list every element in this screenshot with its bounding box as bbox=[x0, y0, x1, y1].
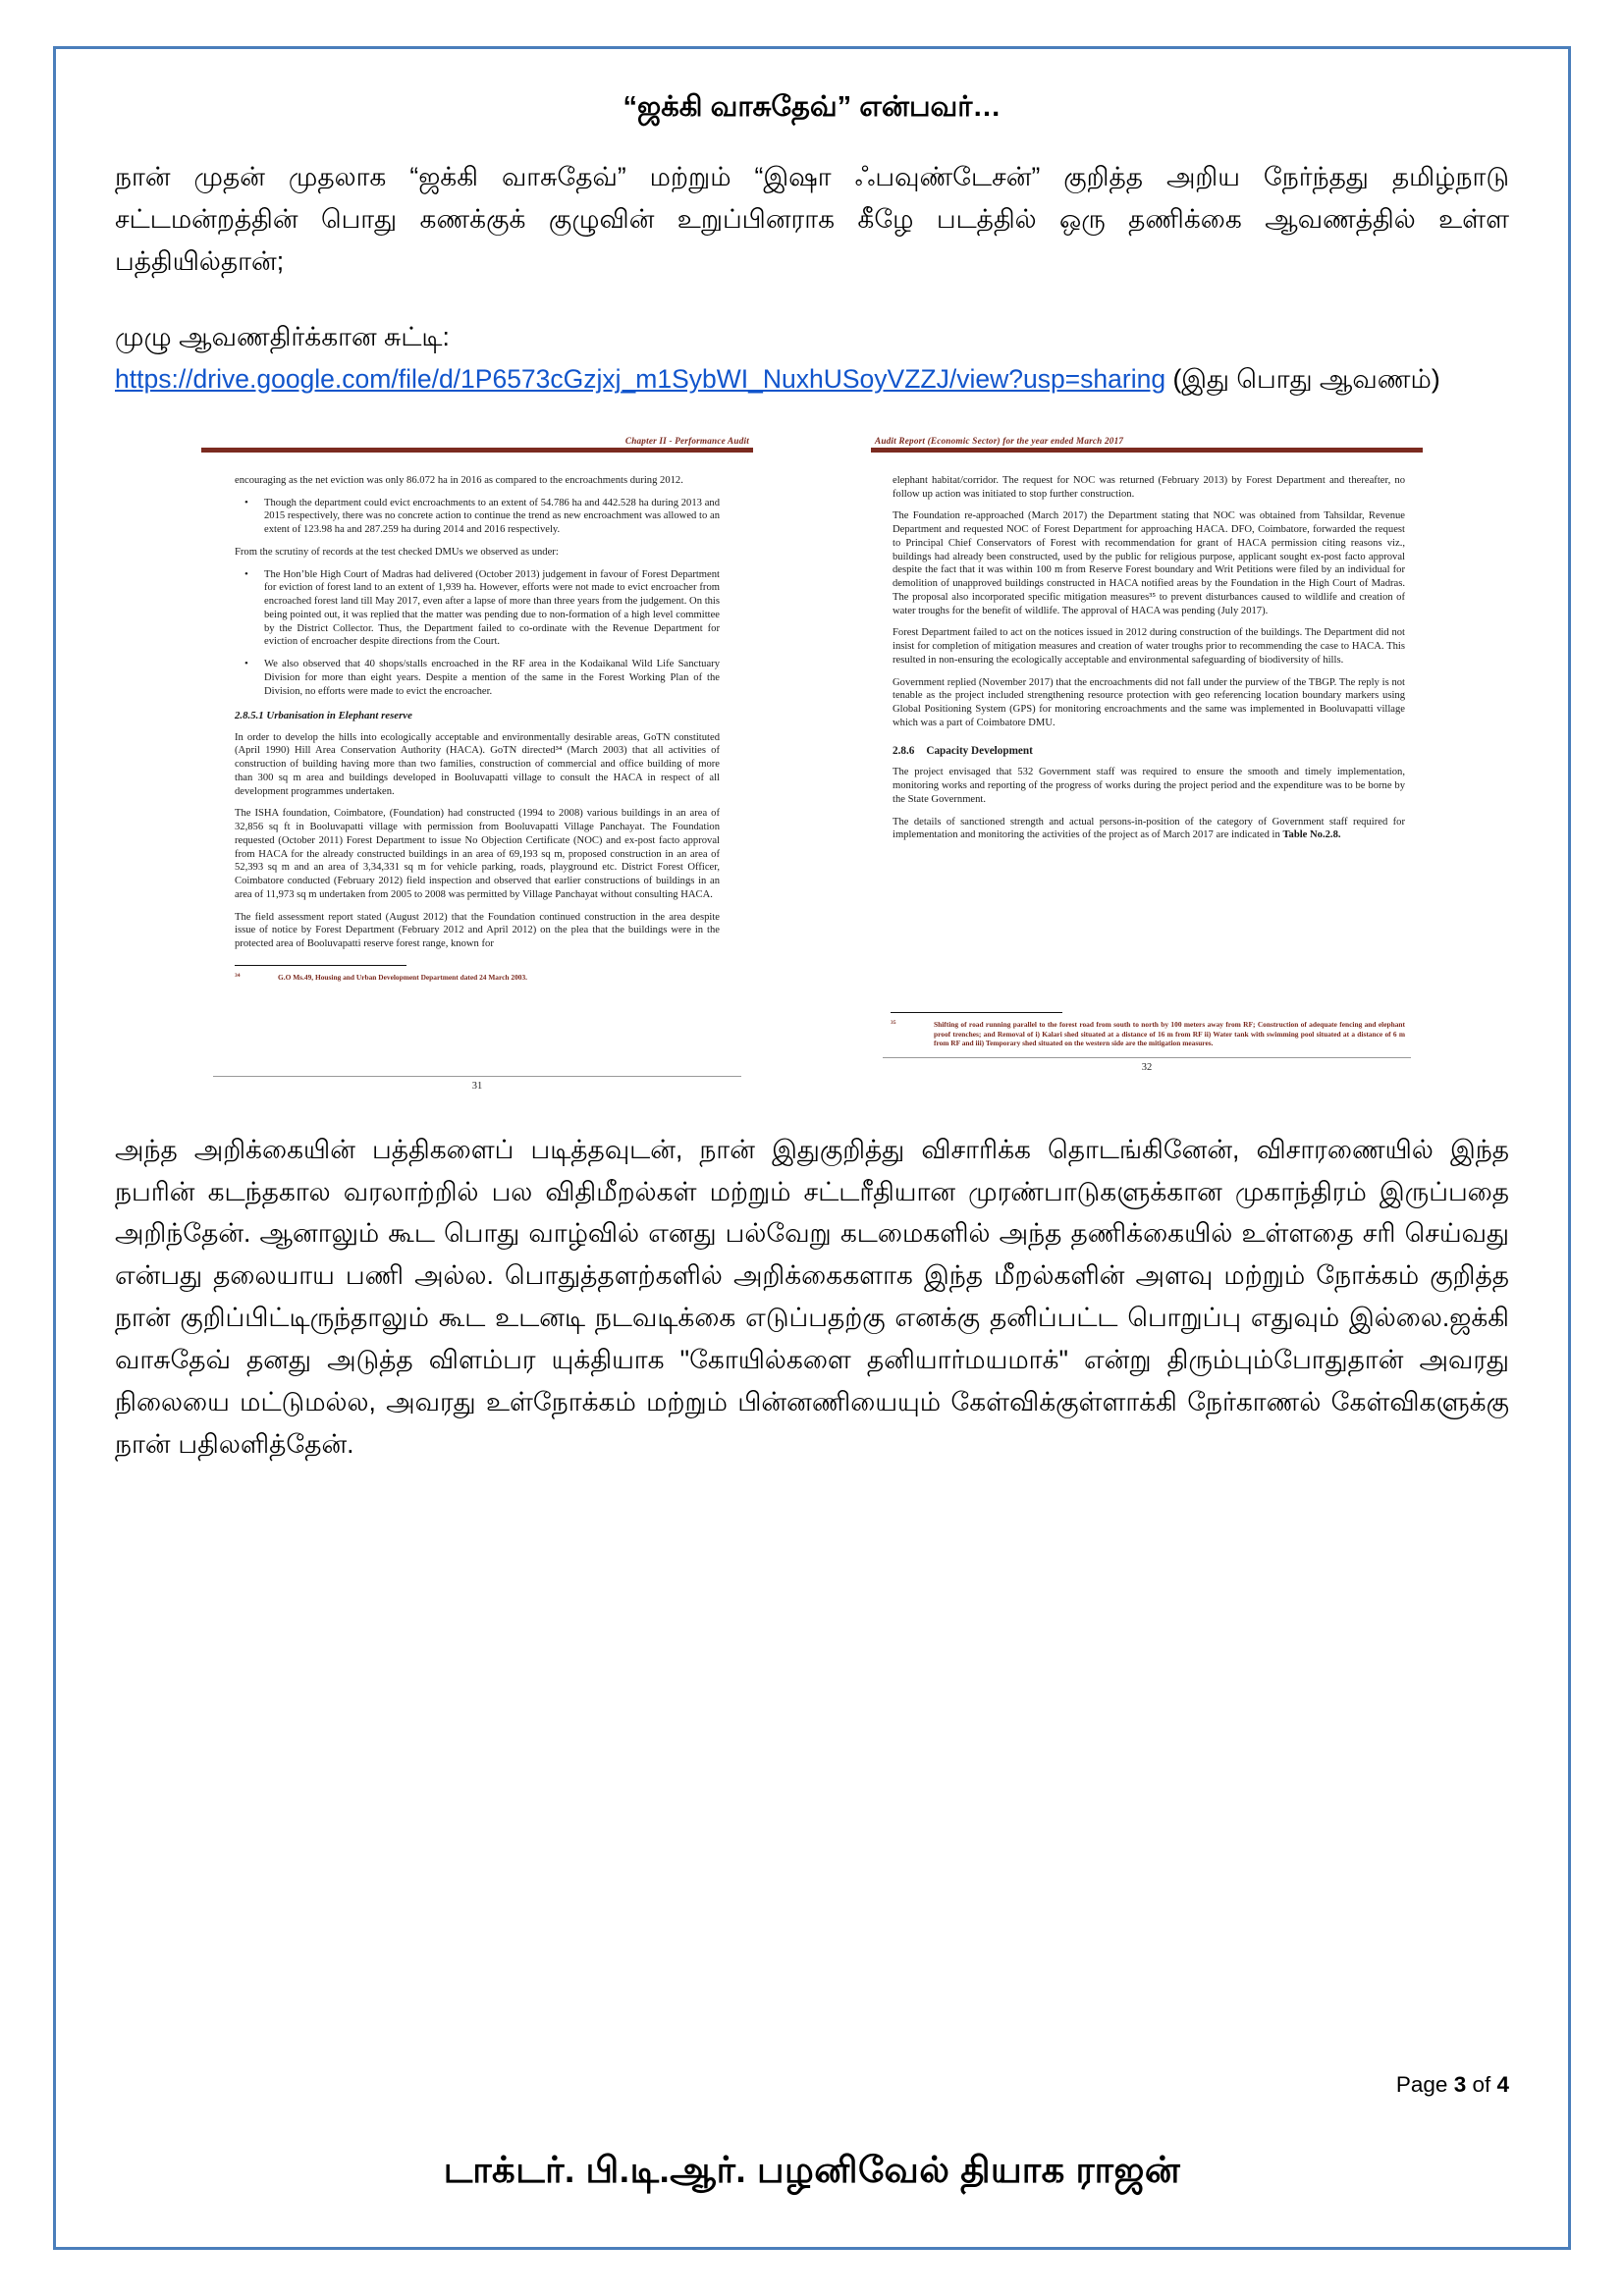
scan-left-bullets-a bbox=[235, 497, 720, 537]
scan-right-bottom-rule bbox=[883, 1057, 1411, 1058]
scan-left-spacer bbox=[201, 983, 753, 1067]
scan-right-para-foundation: The Foundation re-approached (March 2017) the Department stating that NOC was obtained from Tahsildar, Revenue Department and requested NOC of Forest Department for approaching HACA. DFO, Coimbatore, forwarded the request to Principal Chief Conservators of Forest with recommendation for grant of HACA permission citing reasons viz., buildings had already been constructed, used by the public for religious purpose, applicant sought ex-post facto approval despite the fact that it was within 100 m from Reserve Forest boundary and Writ Petitions were filed by an individual for demolition of unapproved buildings constructed in HACA notified areas by the Foundation in the High Court of Madras. The proposal also incorporated specific mitigation measures³⁵ to prevent disturbances caused to wildlife and creation of water troughs for the benefit of wildlife. The approval of HACA was pending (July 2017). bbox=[893, 510, 1405, 616]
scan-right-table-reference: Table No.2.8. bbox=[1282, 829, 1341, 841]
closing-paragraph: அந்த அறிக்கையின் பத்திகளைப் படித்தவுடன், நான் இதுகுறித்து விசாரிக்க தொடங்கினேன், விசாரணையில் இந்த நபரின் கடந்தகால வரலாற்றில் பல விதிமீறல்கள் மற்றும் சட்டரீதியான முரண்பாடுகளுக்கான முகாந்திரம் இருப்பதை அறிந்தேன். ஆனாலும் கூட பொது வாழ்வில் எனது பல்வேறு கடமைகளில் அந்த தணிக்கையில் உள்ளதை சரி செய்வது என்பது தலையாய பணி அல்ல. பொதுத்தளற்களில் அறிக்கைகளாக இந்த மீறல்களின் அளவு மற்றும் நோக்கம் குறித்த நான் குறிப்பிட்டிருந்தாலும் கூட உடனடி நடவடிக்கை எடுப்பதற்கு எனக்கு தனிப்பட்ட பொறுப்பு எதுவும் இல்லை.ஜக்கி வாசுதேவ் தனது அடுத்த விளம்பர யுக்தியாக "கோயில்களை தனியார்மயமாக்" என்று திரும்பும்போதுதான் அவரது நிலையை மட்டுமல்ல, அவரது உள்நோக்கம் மற்றும் பின்னணியையும் கேள்விக்குள்ளாக்கி நேர்காணல் கேள்விகளுக்கு நான் பதிலளித்தேன். bbox=[115, 1134, 1509, 1460]
list-item: • We also observed that 40 shops/stalls encroached in the RF area in the Kodaikanal Wild Life Sanctuary Division for more than eight years. Despite a mention of the same in the Forest Working Plan of the Division, no efforts were made to evict the encroacher. bbox=[235, 658, 720, 698]
footnote-marker: 34 bbox=[235, 972, 241, 979]
footnote-text: Shifting of road running parallel to the forest road from south to north by 100 meters away from RF; Construction of adequate fencing and elephant proof trenches; and Removal of i) Kalari shed situated at a distance of 16 m from RF ii) Water tank with swimming pool situated at a distance of 6 m from RF and iii) Temporary shed situated on the western side are the mitigation measures. bbox=[934, 1020, 1405, 1048]
footnote-marker: 35 bbox=[891, 1020, 896, 1027]
scan-left-para-scrutiny: From the scrutiny of records at the test checked DMUs we observed as under: bbox=[235, 546, 559, 558]
footnote-text: G.O Ms.49, Housing and Urban Development Department dated 24 March 2003. bbox=[278, 972, 528, 982]
page-number-of: of bbox=[1466, 2072, 1497, 2097]
page-number-current: 3 bbox=[1453, 2072, 1467, 2097]
scan-right-para-failed: Forest Department failed to act on the notices issued in 2012 during construction of the buildings. The Department did not insist for completion of mitigation measures and creation of water troughs prior to recommending the case to HACA. This resulted in non-ensuring the ecologically acceptable and environmental safeguarding of biodiversity of hills. bbox=[893, 627, 1405, 666]
scan-left-page-number: 31 bbox=[471, 1080, 483, 1092]
list-item: • Though the department could evict encroachments to an extent of 54.786 ha and 442.528 ha during 2013 and 2015 respectively, there was no concrete action to continue the trend as new encroachment was allowed to an extent of 123.98 ha and 287.259 ha during 2014 and 2016 respectively. bbox=[235, 497, 720, 537]
scan-right-para-elephant: elephant habitat/corridor. The request for NOC was returned (February 2013) by Forest Department and thereafter, no follow up action was initiated to stop further construction. bbox=[893, 474, 1405, 500]
google-drive-link[interactable]: https://drive.google.com/file/d/1P6573cGzjxj_m1SybWI_NuxhUSoyVZZJ/view?usp=sharing bbox=[115, 363, 1166, 394]
scan-left-bottom-rule bbox=[213, 1076, 741, 1077]
scan-left-footnote-rule bbox=[235, 965, 406, 966]
embedded-scan-images bbox=[115, 436, 1509, 1099]
scan-left-bullets-b bbox=[235, 568, 720, 699]
scan-page-left bbox=[201, 436, 753, 1099]
scan-right-para-government: Government replied (November 2017) that the encroachments did not fall under the purview of the TBGP. The reply is not tenable as the project included strengthening resource protection with geo referencing location boundary markers using Global Positioning System (GPS) for monitoring encroachments and the same was implemented in Booluvapatti village which was a part of Coimbatore DMU. bbox=[893, 676, 1405, 728]
scan-right-section-title: Capacity Development bbox=[926, 744, 1033, 757]
page-number-total: 4 bbox=[1496, 2072, 1509, 2097]
scan-right-para-details-text: The details of sanctioned strength and actual persons-in-position of the category of Government staff required for implementation and monitoring the activities of the project as of March 2017 are indicated in bbox=[893, 816, 1405, 841]
scan-left-para-continuation: encouraging as the net eviction was only 86.072 ha in 2016 as compared to the encroachments during 2012. bbox=[235, 474, 683, 486]
document-page-frame bbox=[53, 46, 1571, 2250]
scan-right-spacer bbox=[871, 851, 1423, 998]
scan-page-right bbox=[871, 436, 1423, 1099]
scan-left-para-urbanisation: In order to develop the hills into ecologically acceptable and environmentally desirable areas, GoTN constituted (April 1990) Hill Area Conservation Authority (HACA). GoTN directed³⁴ (March 2003) that all activities of construction of building having more than two families, construction of commercial and office building of more than 300 sq m area and buildings developed in Booluvapatti village to consult the HACA in respect of all development programmes undertaken. bbox=[235, 731, 720, 797]
scan-left-section-heading: 2.8.5.1 Urbanisation in Elephant reserve bbox=[235, 710, 412, 722]
scan-right-header-rule bbox=[871, 448, 1423, 453]
link-label: முழு ஆவணதிர்க்கான சுட்டி: bbox=[115, 321, 450, 351]
scan-right-page-number: 32 bbox=[1141, 1062, 1153, 1074]
scan-right-para-details bbox=[893, 816, 1405, 843]
page-number-prefix: Page bbox=[1395, 2072, 1454, 2097]
scan-right-footnote-rule bbox=[891, 1012, 1062, 1013]
scan-right-section-heading bbox=[893, 744, 1405, 759]
scan-right-footnote bbox=[871, 1020, 1423, 1048]
scan-left-footnote bbox=[201, 973, 753, 983]
page-content-area bbox=[56, 49, 1568, 2247]
scan-left-header-rule bbox=[201, 448, 753, 453]
link-trailing-note: (இது பொது ஆவணம்) bbox=[1165, 363, 1440, 394]
scan-right-body bbox=[871, 474, 1423, 842]
document-link-block bbox=[115, 316, 1509, 400]
list-item: • The Hon’ble High Court of Madras had delivered (October 2013) judgement in favour of Forest Department for eviction of forest land to an extent of 1,939 ha. However, efforts were not made to evict encroacher from encroached forest land till May 2017, even after a lapse of more than three years from the judgement. On this being pointed out, it was replied that the matter was pending due to non-formation of a high level committee by the District Collector. Thus, the Department failed to co-ordinate with the Revenue Department for eviction of encroacher despite directions from the Court. bbox=[235, 568, 720, 650]
scan-right-running-header: Audit Report (Economic Sector) for the year ended March 2017 bbox=[875, 435, 1124, 446]
scan-left-running-header: Chapter II - Performance Audit bbox=[624, 435, 749, 446]
scan-left-body bbox=[201, 474, 753, 951]
scan-right-para-project: The project envisaged that 532 Government staff was required to ensure the smooth and timely implementation, monitoring works and reporting of the progress of works during the project period and the expenditure was to be borne by the State Government. bbox=[893, 767, 1405, 805]
page-title: “ஜக்கி வாசுதேவ்” என்பவர்… bbox=[623, 91, 1001, 123]
author-signature: டாக்டர். பி.டி.ஆர். பழனிவேல் தியாக ராஜன் bbox=[443, 2150, 1181, 2190]
scan-left-para-isha: The ISHA foundation, Coimbatore, (Foundation) had constructed (1994 to 2008) various buildings in an area of 32,856 sq ft in Booluvapatti village with permission from Booluvapatti Village Panchayat. The Foundation requested (October 2011) Forest Department to issue No Objection Certificate (NOC) and ex-post facto approval from HACA for the already constructed buildings in an area of 69,193 sq m, proposed construction in an area of 52,393 sq m and an area of 3,34,331 sq m for vehicle parking, roads, playground etc. District Forest Officer, Coimbatore conducted (February 2012) field inspection and observed that earlier constructions of buildings in an area of 11,973 sq m undertaken from 2005 to 2008 was permitted by Village Panchayat without consulting HACA. bbox=[235, 808, 720, 900]
scan-left-para-field: The field assessment report stated (August 2012) that the Foundation continued construction in the area despite issue of notice by Forest Department (February 2012 and April 2012) on the plea that the buildings were in the protected area of Booluvapatti reserve forest range, known for bbox=[235, 911, 720, 950]
page-number-footer bbox=[1396, 2072, 1509, 2098]
scan-right-section-number: 2.8.6 bbox=[893, 744, 915, 757]
intro-paragraph: நான் முதன் முதலாக “ஜக்கி வாசுதேவ்” மற்றும் “இஷா ஃபவுண்டேசன்” குறித்த அறிய நேர்ந்தது தமிழ்நாடு சட்டமன்றத்தின் பொது கணக்குக் குழுவின் உறுப்பினராக கீழே படத்தில் ஒரு தணிக்கை ஆவணத்தில் உள்ள பத்தியில்தான்; bbox=[115, 162, 1509, 276]
